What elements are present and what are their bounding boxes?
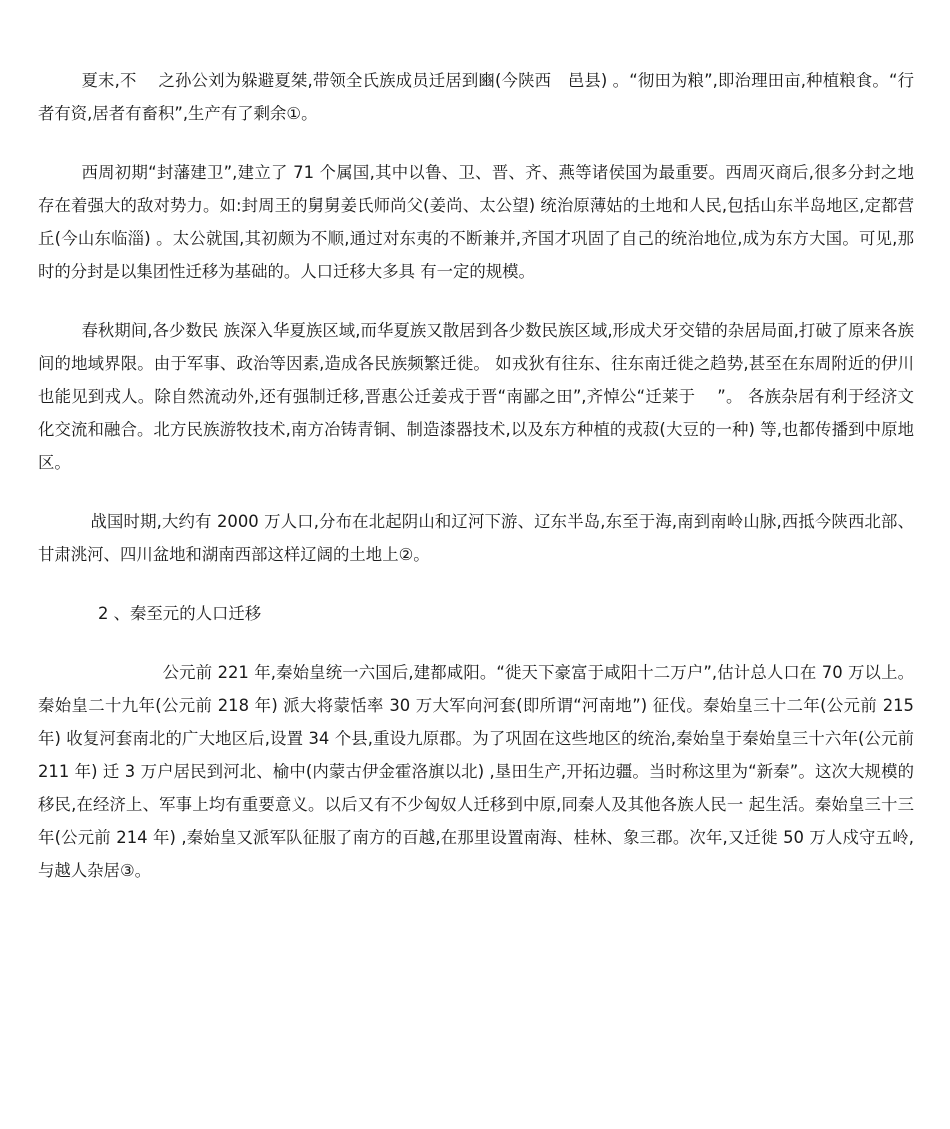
paragraph-western-zhou: 西周初期“封藩建卫”,建立了 71 个属国,其中以鲁、卫、晋、齐、燕等诸侯国为最重要。西周灭商后,很多分封之地存在着强大的敌对势力。如:封周王的舅舅姜氏师尚父(姜尚、太公望) 统治原薄姑的土地和人民,包括山东半岛地区,定都营丘(今山东临淄) 。太公就国,其初颇为不顺,通过对东夷的不断兼并,齐国才巩固了自己的统治地位,成为东方大国。可见,那时的分封是以集团性迁移为基础的。人口迁移大多具 有一定的规模。 [38,163,914,281]
paragraph-qin-dynasty: 公元前 221 年,秦始皇统一六国后,建都咸阳。“徙天下豪富于咸阳十二万户”,估计总人口在 70 万以上。秦始皇二十九年(公元前 218 年) 派大将蒙恬率 30 万大军向河套(即所谓“河南地”) 征伐。秦始皇三十二年(公元前 215 年) 收复河套南北的广大地区后,设置 34 个县,重设九原郡。为了巩固在这些地区的统治,秦始皇于秦始皇三十六年(公元前 211 年) 迁 3 万户居民到河北、榆中(内蒙古伊金霍洛旗以北) ,垦田生产,开拓边疆。当时称这里为“新秦”。这次大规模的移民,在经济上、军事上均有重要意义。以后又有不少匈奴人迁移到中原,同秦人及其他各族人民一 起生活。秦始皇三十三年(公元前 214 年) ,秦始皇又派军队征服了南方的百越,在那里设置南海、桂林、象三郡。次年,又迁徙 50 万人戍守五岭,与越人杂居③。 [38,663,914,880]
document-page [38,64,914,887]
paragraph-warring-states: 战国时期,大约有 2000 万人口,分布在北起阴山和辽河下游、辽东半岛,东至于海,南到南岭山脉,西抵今陕西北部、甘肃洮河、四川盆地和湖南西部这样辽阔的土地上②。 [38,512,914,564]
section-heading: 2 、秦至元的人口迁移 [98,604,262,623]
paragraph-spring-autumn: 春秋期间,各少数民 族深入华夏族区域,而华夏族又散居到各少数民族区域,形成犬牙交错的杂居局面,打破了原来各族间的地域界限。由于军事、政治等因素,造成各民族频繁迁徙。 如戎狄有往东、往东南迁徙之趋势,甚至在东周附近的伊川也能见到戎人。除自然流动外,还有强制迁移,晋惠公迁姜戎于晋“南鄙之田”,齐悼公“迁莱于 ”。 各族杂居有利于经济文化交流和融合。北方民族游牧技术,南方冶铸青铜、制造漆器技术,以及东方种植的戎菽(大豆的一种) 等,也都传播到中原地区。 [38,321,914,472]
paragraph-gongliu-migration: 夏末,不 之孙公刘为躲避夏桀,带领全氏族成员迁居到豳(今陕西 邑县) 。“彻田为粮”,即治理田亩,种植粮食。“行者有资,居者有畜积”,生产有了剩余①。 [38,71,914,123]
